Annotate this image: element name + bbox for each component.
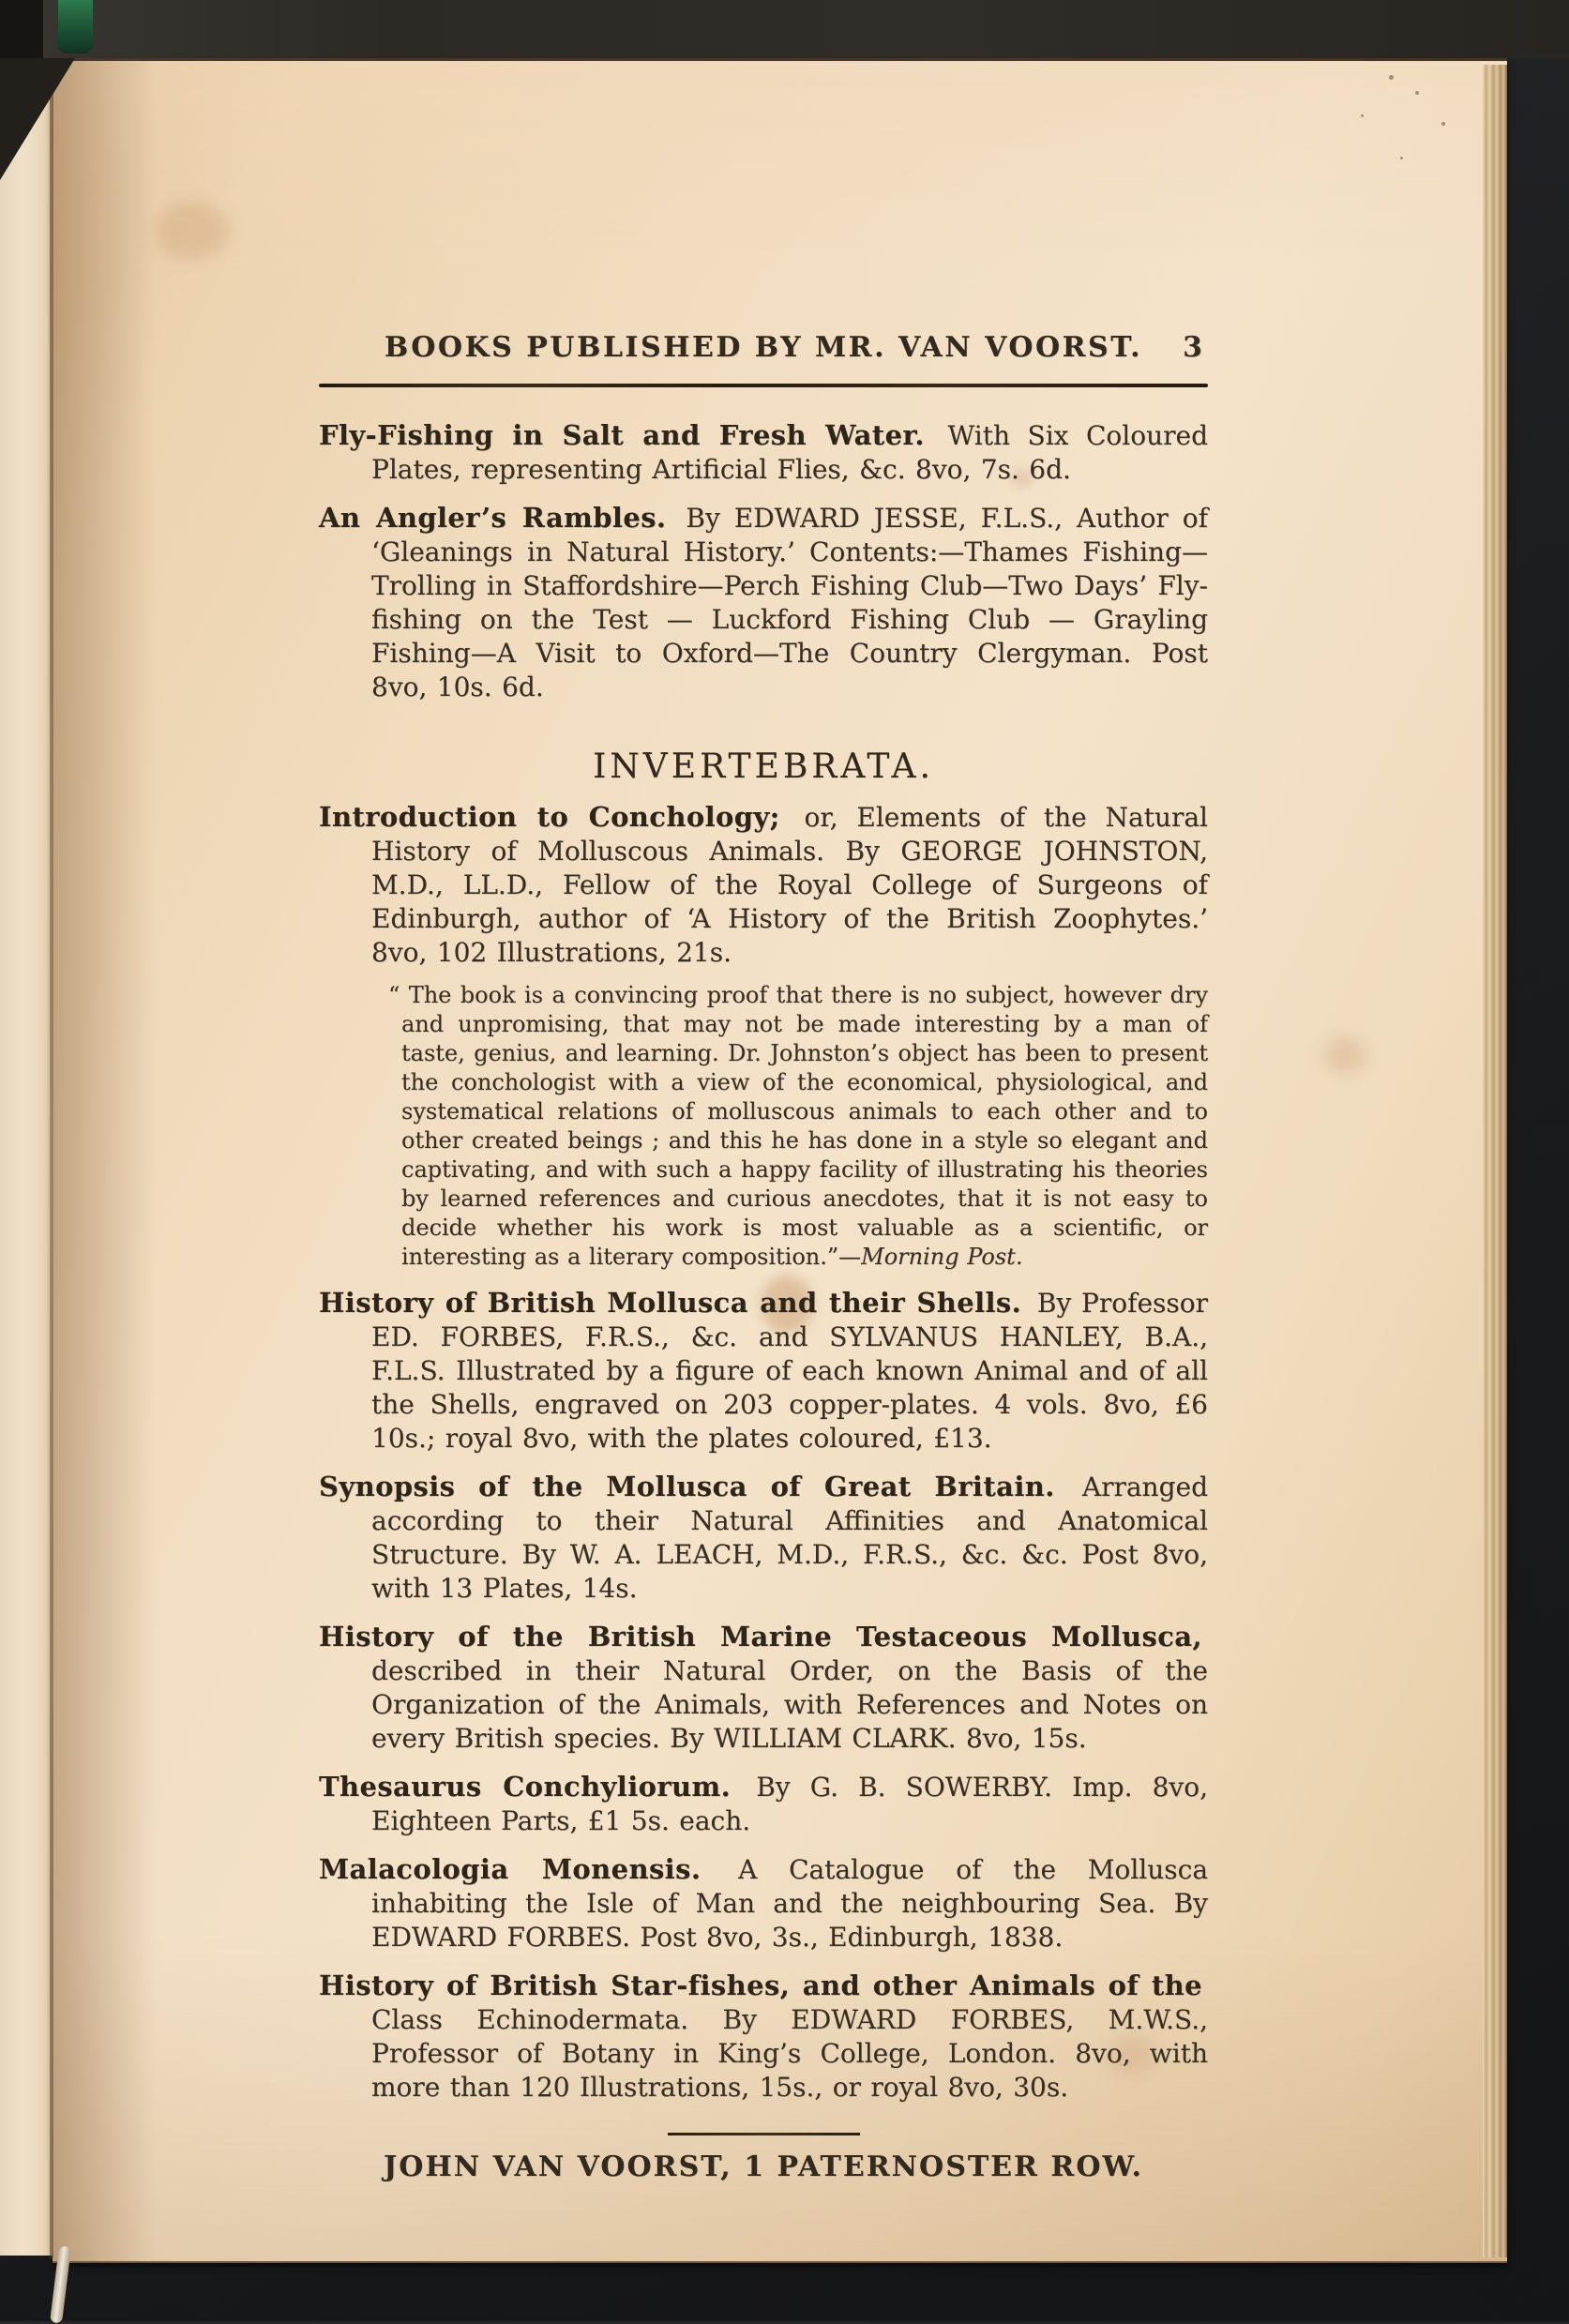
entry-title: An Angler’s Rambles. xyxy=(319,502,667,534)
running-head-row xyxy=(319,331,1208,372)
page-text-block xyxy=(319,331,1208,2183)
entry-body: By Professor ED. FORBES, F.R.S., &c. and SYLVANUS HANLEY, B.A., F.L.S. Illustrated by a figure of each known Animal and of all the Shells, engraved on 203 copper-plates. 4 vols. 8vo, £6 10s.; royal 8vo, with the plates coloured, £13. xyxy=(371,1288,1208,1454)
page-number: 3 xyxy=(1183,331,1202,364)
page-edge-stack xyxy=(1483,65,1507,2257)
foxing-dot xyxy=(1389,75,1394,80)
footer-rule xyxy=(668,2133,860,2135)
entry-body: described in their Natural Order, on the Basis of the Organization of the Animals, with References and Notes on every British species. By WILLIAM CLARK. 8vo, 15s. xyxy=(371,1655,1208,1754)
stain xyxy=(156,202,229,260)
backdrop-top-band xyxy=(0,0,1569,58)
entry-title: Thesaurus Conchyliorum. xyxy=(319,1771,732,1803)
foxing-dot xyxy=(1441,122,1445,126)
book-entry xyxy=(319,800,1208,970)
foxing-dot xyxy=(1400,157,1403,159)
stain xyxy=(1323,1036,1366,1074)
gutter-crease xyxy=(50,58,53,2258)
entry-title: History of the British Marine Testaceous Mollusca, xyxy=(319,1621,1202,1652)
entry-body: By EDWARD JESSE, F.L.S., Author of ‘Gleanings in Natural History.’ Contents:—Thames Fishing—Trolling in Staffordshire—Perch Fishing Club—Two Days’ Fly-fishing on the Test — Luckford Fishing Club — Grayling Fishing—A Visit to Oxford—The Country Clergyman. Post 8vo, 10s. 6d. xyxy=(371,503,1209,702)
book-entry xyxy=(319,501,1208,704)
review-quote-source: Morning Post. xyxy=(861,1244,1023,1270)
entry-body: Arranged according to their Natural Affinities and Anatomical Structure. By W. A. LEACH, M.D., F.R.S., &c. &c. Post 8vo, with 13 Plates, 14s. xyxy=(371,1471,1208,1604)
book-entry xyxy=(319,1770,1208,1838)
entry-title: History of British Star-fishes, and other Animals of the xyxy=(319,1969,1202,2001)
entry-body: A Catalogue of the Mollusca inhabiting the Isle of Man and the neighbouring Sea. By EDWARD FORBES. Post 8vo, 3s., Edinburgh, 1838. xyxy=(371,1854,1209,1953)
review-quote-text: “ The book is a convincing proof that there is no subject, however dry and unpromising, that may not be made interesting by a man of taste, genius, and learning. Dr. Johnston’s object has been to present the conchologist with a view of the economical, physiological, and systematical relations of molluscous animals to each other and to other created beings ; and this he has done in a style so elegant and captivating, and with such a happy facility of illustrating his theories by learned references and curious anecdotes, that it is not easy to decide whether his work is most valuable as a scientific, or interesting as a literary composition.”— xyxy=(388,982,1208,1270)
entry-body: Class Echinodermata. By EDWARD FORBES, M.W.S., Professor of Botany in King’s College, London. 8vo, with more than 120 Illustrations, 15s., or royal 8vo, 30s. xyxy=(371,2004,1208,2103)
section-heading: INVERTEBRATA. xyxy=(593,747,934,786)
entry-title: Synopsis of the Mollusca of Great Britain. xyxy=(319,1471,1055,1502)
header-rule xyxy=(319,384,1208,387)
book-entry xyxy=(319,1470,1208,1606)
foxing-dot xyxy=(1361,114,1364,117)
book-entry xyxy=(319,1286,1208,1456)
book-entry xyxy=(319,1852,1208,1954)
running-head: BOOKS PUBLISHED BY MR. VAN VOORST. xyxy=(384,331,1143,364)
entry-body: By G. B. SOWERBY. Imp. 8vo, Eighteen Parts, £1 5s. each. xyxy=(371,1772,1208,1836)
foxing-dot xyxy=(1415,91,1419,95)
book-entry xyxy=(319,418,1208,487)
review-quote xyxy=(388,981,1208,1272)
entry-body: or, Elements of the Natural History of Molluscous Animals. By GEORGE JOHNSTON, M.D., LL.D., Fellow of the Royal College of Surgeons of Edinburgh, author of ‘A History of the British Zoophytes.’ 8vo, 102 Illustrations, 21s. xyxy=(371,802,1208,968)
entry-body: With Six Coloured Plates, representing Artificial Flies, &c. 8vo, 7s. 6d. xyxy=(371,420,1208,485)
entry-title: History of British Mollusca and their Shells. xyxy=(319,1287,1022,1319)
book-entry xyxy=(319,1969,1208,2105)
book-page xyxy=(53,58,1507,2263)
underpage-fore-edge xyxy=(0,58,53,2256)
entry-title: Fly-Fishing in Salt and Fresh Water. xyxy=(319,419,925,451)
imprint-footer: JOHN VAN VOORST, 1 PATERNOSTER ROW. xyxy=(384,2150,1143,2183)
book-entry xyxy=(319,1620,1208,1756)
entry-title: Introduction to Conchology; xyxy=(319,801,780,833)
headband-cloth xyxy=(58,0,93,53)
entry-title: Malacologia Monensis. xyxy=(319,1853,702,1885)
